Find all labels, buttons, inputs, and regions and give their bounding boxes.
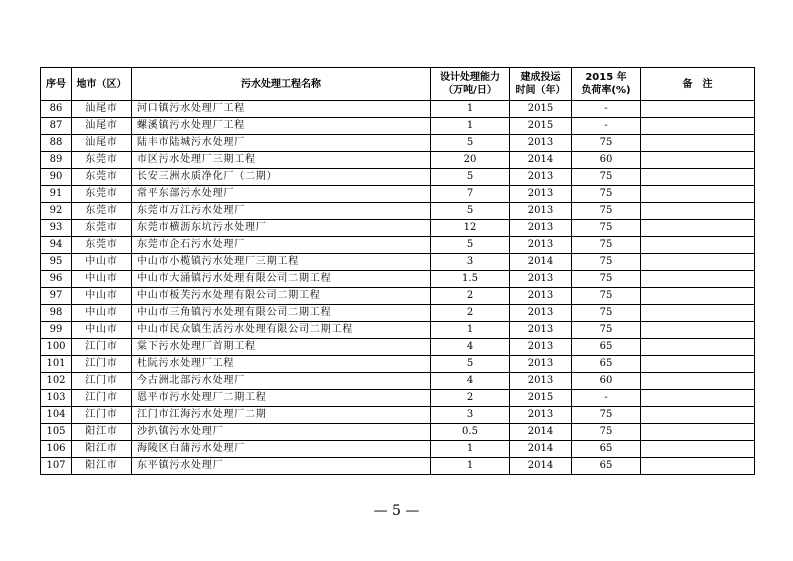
cell-note — [641, 390, 755, 407]
table-row — [41, 390, 755, 407]
table-row — [41, 254, 755, 271]
cell-project-name: 常平东部污水处理厂 — [132, 186, 431, 203]
cell-city: 汕尾市 — [72, 101, 132, 118]
cell-project-name: 恩平市污水处理厂二期工程 — [132, 390, 431, 407]
cell-no: 101 — [41, 356, 72, 373]
header-load-line2: 负荷率(%) — [581, 85, 631, 96]
cell-note — [641, 322, 755, 339]
cell-project-name: 海陵区白蒲污水处理厂 — [132, 441, 431, 458]
cell-operation-year: 2013 — [510, 237, 572, 254]
cell-load-rate: - — [572, 101, 641, 118]
cell-note — [641, 220, 755, 237]
cell-no: 89 — [41, 152, 72, 169]
cell-no: 106 — [41, 441, 72, 458]
header-capacity — [431, 68, 510, 101]
cell-city: 汕尾市 — [72, 135, 132, 152]
cell-operation-year: 2013 — [510, 356, 572, 373]
cell-capacity: 7 — [431, 186, 510, 203]
header-row — [41, 68, 755, 101]
table-header — [41, 68, 755, 101]
cell-operation-year: 2013 — [510, 305, 572, 322]
cell-capacity: 5 — [431, 237, 510, 254]
cell-no: 99 — [41, 322, 72, 339]
cell-no: 96 — [41, 271, 72, 288]
cell-note — [641, 373, 755, 390]
cell-load-rate: 75 — [572, 237, 641, 254]
cell-project-name: 螺溪镇污水处理厂工程 — [132, 118, 431, 135]
cell-note — [641, 203, 755, 220]
cell-no: 100 — [41, 339, 72, 356]
table-row — [41, 356, 755, 373]
cell-city: 中山市 — [72, 322, 132, 339]
cell-city: 东莞市 — [72, 152, 132, 169]
cell-capacity: 5 — [431, 135, 510, 152]
cell-no: 107 — [41, 458, 72, 475]
table-body — [41, 101, 755, 475]
cell-note — [641, 101, 755, 118]
cell-project-name: 市区污水处理厂三期工程 — [132, 152, 431, 169]
cell-operation-year: 2013 — [510, 407, 572, 424]
cell-operation-year: 2015 — [510, 118, 572, 135]
cell-project-name: 中山市大涌镇污水处理有限公司二期工程 — [132, 271, 431, 288]
cell-note — [641, 186, 755, 203]
cell-load-rate: 60 — [572, 373, 641, 390]
cell-project-name: 中山市板芙污水处理有限公司二期工程 — [132, 288, 431, 305]
cell-load-rate: 65 — [572, 458, 641, 475]
cell-city: 中山市 — [72, 254, 132, 271]
cell-operation-year: 2014 — [510, 424, 572, 441]
cell-project-name: 杜阮污水处理厂工程 — [132, 356, 431, 373]
cell-city: 东莞市 — [72, 169, 132, 186]
cell-note — [641, 135, 755, 152]
cell-city: 江门市 — [72, 407, 132, 424]
header-year-line1: 建成投运 — [520, 72, 561, 83]
cell-project-name: 棠下污水处理厂首期工程 — [132, 339, 431, 356]
cell-no: 103 — [41, 390, 72, 407]
cell-load-rate: 65 — [572, 339, 641, 356]
header-no: 序号 — [41, 68, 72, 101]
cell-capacity: 1 — [431, 118, 510, 135]
cell-operation-year: 2013 — [510, 271, 572, 288]
cell-city: 中山市 — [72, 305, 132, 322]
cell-city: 东莞市 — [72, 237, 132, 254]
cell-operation-year: 2014 — [510, 441, 572, 458]
table-row — [41, 441, 755, 458]
cell-city: 中山市 — [72, 288, 132, 305]
table-row — [41, 237, 755, 254]
table-row — [41, 322, 755, 339]
table-row — [41, 101, 755, 118]
table-row — [41, 271, 755, 288]
cell-project-name: 东莞市横沥东坑污水处理厂 — [132, 220, 431, 237]
cell-operation-year: 2013 — [510, 220, 572, 237]
cell-no: 88 — [41, 135, 72, 152]
cell-capacity: 20 — [431, 152, 510, 169]
table-row — [41, 458, 755, 475]
cell-capacity: 12 — [431, 220, 510, 237]
header-note: 备 注 — [641, 68, 755, 101]
cell-load-rate: 75 — [572, 135, 641, 152]
cell-load-rate: 75 — [572, 186, 641, 203]
cell-load-rate: 75 — [572, 271, 641, 288]
cell-capacity: 4 — [431, 373, 510, 390]
table-row — [41, 288, 755, 305]
cell-load-rate: 75 — [572, 288, 641, 305]
cell-project-name: 中山市小榄镇污水处理厂三期工程 — [132, 254, 431, 271]
cell-no: 102 — [41, 373, 72, 390]
cell-city: 江门市 — [72, 356, 132, 373]
cell-load-rate: 75 — [572, 220, 641, 237]
header-capacity-line1: 设计处理能力 — [440, 72, 500, 83]
cell-capacity: 1 — [431, 441, 510, 458]
cell-operation-year: 2013 — [510, 339, 572, 356]
cell-operation-year: 2013 — [510, 203, 572, 220]
table-row — [41, 339, 755, 356]
table-row — [41, 373, 755, 390]
cell-no: 94 — [41, 237, 72, 254]
cell-city: 江门市 — [72, 390, 132, 407]
table-row — [41, 220, 755, 237]
cell-no: 97 — [41, 288, 72, 305]
table-row — [41, 169, 755, 186]
cell-load-rate: 75 — [572, 407, 641, 424]
cell-project-name: 长安三洲水质净化厂（二期） — [132, 169, 431, 186]
table-row — [41, 186, 755, 203]
cell-capacity: 1 — [431, 101, 510, 118]
header-city: 地市（区） — [72, 68, 132, 101]
cell-operation-year: 2013 — [510, 322, 572, 339]
cell-note — [641, 237, 755, 254]
cell-note — [641, 458, 755, 475]
cell-operation-year: 2014 — [510, 458, 572, 475]
cell-operation-year: 2013 — [510, 186, 572, 203]
cell-note — [641, 407, 755, 424]
cell-note — [641, 118, 755, 135]
cell-project-name: 沙扒镇污水处理厂 — [132, 424, 431, 441]
cell-capacity: 2 — [431, 305, 510, 322]
cell-city: 江门市 — [72, 339, 132, 356]
cell-no: 92 — [41, 203, 72, 220]
wastewater-project-table — [40, 67, 755, 475]
cell-load-rate: 75 — [572, 305, 641, 322]
cell-city: 阳江市 — [72, 458, 132, 475]
header-operation-year — [510, 68, 572, 101]
page-number: — 5 — — [373, 503, 420, 519]
cell-city: 东莞市 — [72, 186, 132, 203]
cell-no: 104 — [41, 407, 72, 424]
cell-project-name: 中山市民众镇生活污水处理有限公司二期工程 — [132, 322, 431, 339]
cell-load-rate: - — [572, 118, 641, 135]
cell-load-rate: 75 — [572, 169, 641, 186]
cell-operation-year: 2013 — [510, 288, 572, 305]
header-load-rate — [572, 68, 641, 101]
cell-note — [641, 152, 755, 169]
table-row — [41, 203, 755, 220]
cell-operation-year: 2015 — [510, 101, 572, 118]
header-load-line1: 2015 年 — [585, 72, 627, 83]
cell-capacity: 3 — [431, 254, 510, 271]
cell-note — [641, 339, 755, 356]
cell-capacity: 1 — [431, 458, 510, 475]
wastewater-project-table-container — [40, 67, 754, 475]
cell-no: 93 — [41, 220, 72, 237]
cell-note — [641, 305, 755, 322]
cell-note — [641, 356, 755, 373]
cell-load-rate: 75 — [572, 203, 641, 220]
cell-load-rate: 65 — [572, 441, 641, 458]
cell-note — [641, 424, 755, 441]
cell-note — [641, 254, 755, 271]
cell-city: 江门市 — [72, 373, 132, 390]
cell-capacity: 2 — [431, 390, 510, 407]
table-row — [41, 135, 755, 152]
cell-project-name: 东莞市万江污水处理厂 — [132, 203, 431, 220]
cell-load-rate: 75 — [572, 424, 641, 441]
table-row — [41, 118, 755, 135]
cell-project-name: 今古洲北部污水处理厂 — [132, 373, 431, 390]
cell-capacity: 4 — [431, 339, 510, 356]
table-row — [41, 424, 755, 441]
cell-city: 汕尾市 — [72, 118, 132, 135]
header-capacity-line2: （万吨/日） — [443, 85, 497, 96]
cell-project-name: 河口镇污水处理厂工程 — [132, 101, 431, 118]
header-project-name: 污水处理工程名称 — [132, 68, 431, 101]
cell-note — [641, 441, 755, 458]
cell-load-rate: 75 — [572, 254, 641, 271]
cell-no: 87 — [41, 118, 72, 135]
cell-load-rate: 65 — [572, 356, 641, 373]
cell-capacity: 1 — [431, 322, 510, 339]
cell-operation-year: 2013 — [510, 373, 572, 390]
cell-project-name: 陆丰市陆城污水处理厂 — [132, 135, 431, 152]
cell-no: 95 — [41, 254, 72, 271]
cell-capacity: 2 — [431, 288, 510, 305]
cell-no: 86 — [41, 101, 72, 118]
cell-operation-year: 2014 — [510, 254, 572, 271]
cell-load-rate: 75 — [572, 322, 641, 339]
cell-capacity: 5 — [431, 203, 510, 220]
cell-load-rate: - — [572, 390, 641, 407]
cell-capacity: 0.5 — [431, 424, 510, 441]
cell-city: 东莞市 — [72, 220, 132, 237]
cell-capacity: 3 — [431, 407, 510, 424]
cell-capacity: 5 — [431, 356, 510, 373]
cell-operation-year: 2014 — [510, 152, 572, 169]
cell-no: 91 — [41, 186, 72, 203]
table-row — [41, 305, 755, 322]
cell-no: 90 — [41, 169, 72, 186]
cell-note — [641, 288, 755, 305]
cell-note — [641, 169, 755, 186]
cell-city: 阳江市 — [72, 441, 132, 458]
cell-project-name: 东平镇污水处理厂 — [132, 458, 431, 475]
table-row — [41, 152, 755, 169]
cell-operation-year: 2013 — [510, 169, 572, 186]
cell-capacity: 5 — [431, 169, 510, 186]
cell-project-name: 江门市江海污水处理厂二期 — [132, 407, 431, 424]
header-year-line2: 时间（年） — [515, 85, 566, 96]
cell-city: 中山市 — [72, 271, 132, 288]
cell-city: 阳江市 — [72, 424, 132, 441]
cell-no: 105 — [41, 424, 72, 441]
cell-capacity: 1.5 — [431, 271, 510, 288]
cell-operation-year: 2015 — [510, 390, 572, 407]
cell-operation-year: 2013 — [510, 135, 572, 152]
cell-load-rate: 60 — [572, 152, 641, 169]
cell-note — [641, 271, 755, 288]
cell-project-name: 东莞市企石污水处理厂 — [132, 237, 431, 254]
cell-project-name: 中山市三角镇污水处理有限公司二期工程 — [132, 305, 431, 322]
table-row — [41, 407, 755, 424]
cell-no: 98 — [41, 305, 72, 322]
cell-city: 东莞市 — [72, 203, 132, 220]
